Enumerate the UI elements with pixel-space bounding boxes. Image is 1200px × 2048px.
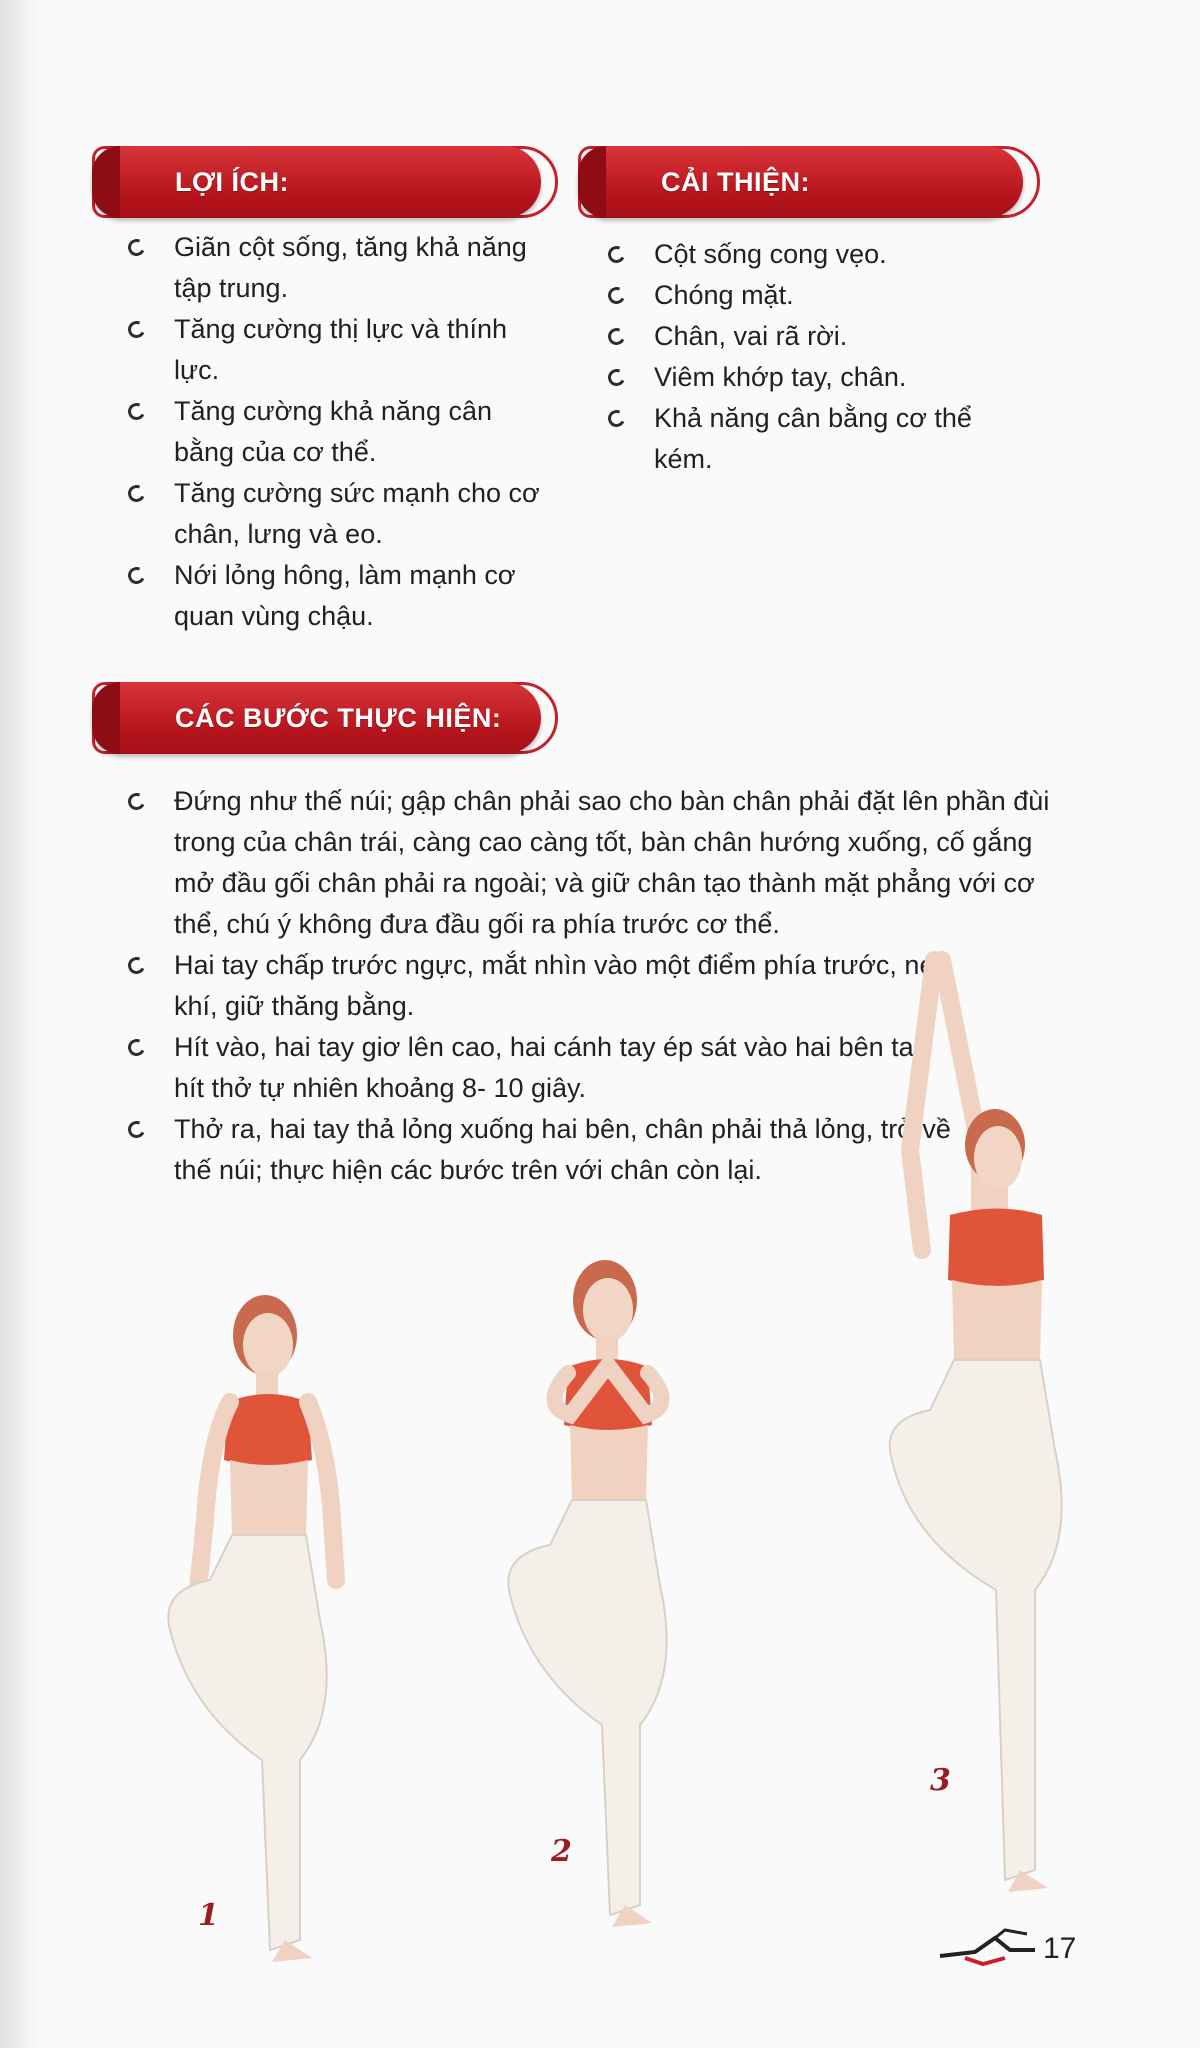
improvements-list bbox=[608, 234, 1018, 480]
list-item: Tăng cường khả năng cân bằng của cơ thể. bbox=[128, 391, 548, 473]
figure-label-2: 2 bbox=[551, 1834, 572, 1869]
bullet-icon bbox=[126, 1119, 148, 1141]
yoga-figure-1 bbox=[150, 1290, 410, 1990]
list-item: Nới lỏng hông, làm mạnh cơ quan vùng chậu. bbox=[128, 555, 548, 637]
list-item: Đứng như thế núi; gập chân phải sao cho bàn chân phải đặt lên phần đùi trong của chân trái, càng cao càng tốt, bàn chân hướng xuống, cố gắng mở đầu gối chân phải ra ngoài; và giữ chân tạo thành mặt phẳng với cơ thể, chú ý không đưa đầu gối ra phía trước cơ thể. bbox=[128, 781, 1074, 945]
list-item: Thở ra, hai tay thả lỏng xuống hai bên, chân phải thả lỏng, trở về thế núi; thực hiện các bước trên với chân còn lại. bbox=[128, 1109, 974, 1191]
page-number: 17 bbox=[1043, 1932, 1077, 1965]
bullet-icon bbox=[126, 483, 148, 505]
bullet-icon bbox=[126, 565, 148, 587]
bullet-icon bbox=[606, 244, 628, 266]
improvements-heading: CẢI THIỆN: bbox=[661, 166, 810, 197]
bullet-icon bbox=[126, 955, 148, 977]
list-item: Chân, vai rã rời. bbox=[608, 316, 1018, 357]
list-item: Viêm khớp tay, chân. bbox=[608, 357, 1018, 398]
list-item: Tăng cường sức mạnh cho cơ chân, lưng và eo. bbox=[128, 473, 548, 555]
bullet-icon bbox=[606, 326, 628, 348]
yoga-figure-3 bbox=[830, 950, 1100, 1930]
benefits-banner bbox=[92, 146, 558, 218]
bullet-icon bbox=[126, 237, 148, 259]
steps-heading: CÁC BƯỚC THỰC HIỆN: bbox=[175, 702, 502, 733]
list-item: Khả năng cân bằng cơ thể kém. bbox=[608, 398, 1018, 480]
bullet-icon bbox=[126, 401, 148, 423]
bullet-icon bbox=[606, 408, 628, 430]
figure-label-1: 1 bbox=[198, 1898, 219, 1933]
list-item: Chóng mặt. bbox=[608, 275, 1018, 316]
page-edge bbox=[0, 0, 46, 2048]
yoga-figure-2 bbox=[470, 1255, 730, 1955]
figure-label-3: 3 bbox=[930, 1763, 951, 1798]
bullet-icon bbox=[126, 791, 148, 813]
steps-banner bbox=[92, 682, 558, 754]
list-item: Cột sống cong vẹo. bbox=[608, 234, 1018, 275]
list-item: Tăng cường thị lực và thính lực. bbox=[128, 309, 548, 391]
improvements-banner bbox=[578, 146, 1040, 218]
bullet-icon bbox=[606, 367, 628, 389]
list-item: Hai tay chấp trước ngực, mắt nhìn vào một điểm phía trước, nén khí, giữ thăng bằng. bbox=[128, 945, 974, 1027]
benefits-list bbox=[128, 227, 548, 637]
list-item: Giãn cột sống, tăng khả năng tập trung. bbox=[128, 227, 548, 309]
bullet-icon bbox=[606, 285, 628, 307]
benefits-heading: LỢI ÍCH: bbox=[175, 166, 290, 197]
bullet-icon bbox=[126, 1037, 148, 1059]
benefits-banner-fill bbox=[92, 146, 541, 218]
list-item: Hít vào, hai tay giơ lên cao, hai cánh tay ép sát vào hai bên tai, hít thở tự nhiên khoảng 8- 10 giây. bbox=[128, 1027, 954, 1109]
running-figure-icon bbox=[935, 1928, 1045, 1968]
bullet-icon bbox=[126, 319, 148, 341]
